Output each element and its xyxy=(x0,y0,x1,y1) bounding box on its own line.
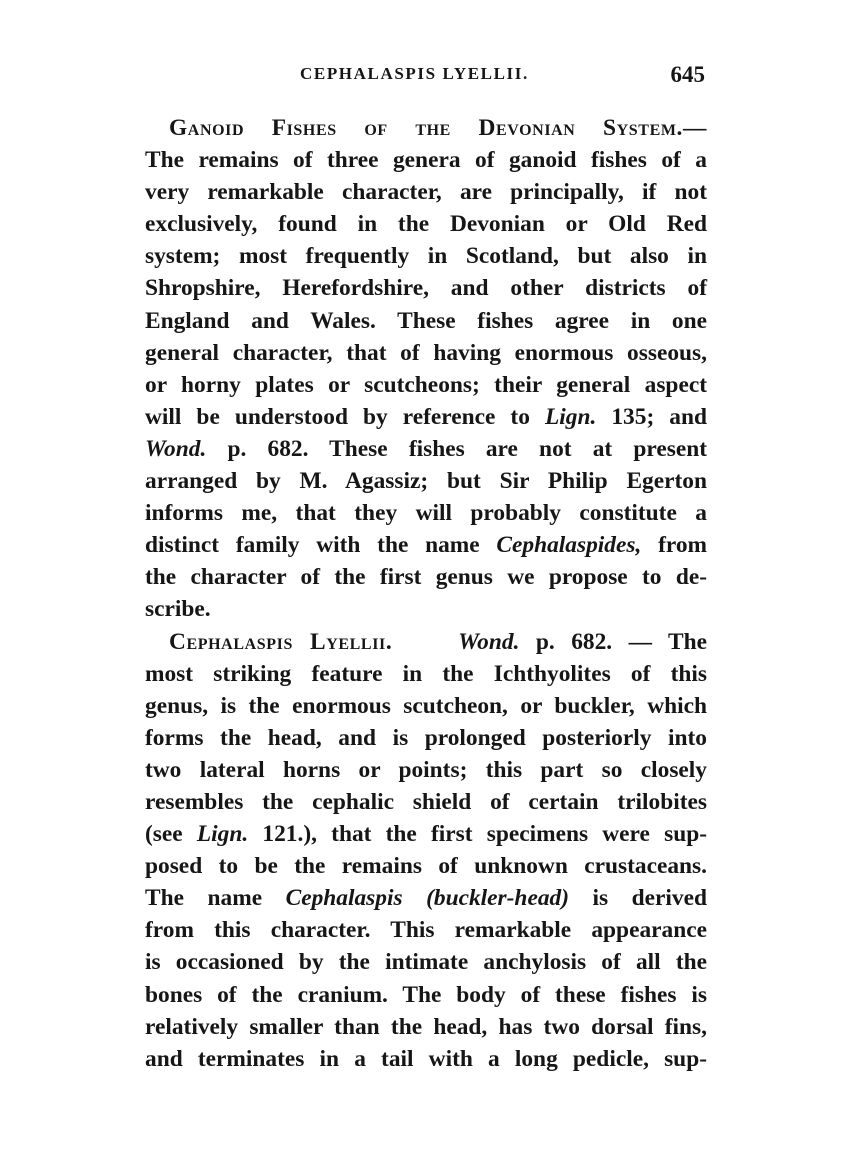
text-line: bones of the cranium. The body of these fishes is xyxy=(145,981,707,1008)
text-line: two lateral horns or points; this part so closely xyxy=(145,756,707,783)
text-line: scribe. xyxy=(145,596,211,623)
text-line: most striking feature in the Ichthyolites of this xyxy=(145,660,707,687)
text-line: exclusively, found in the Devonian or Old Red xyxy=(145,211,707,238)
text-line: Shropshire, Herefordshire, and other districts of xyxy=(145,275,707,302)
text-run: (see xyxy=(145,821,197,848)
text-line: England and Wales. These fishes agree in one xyxy=(145,307,707,334)
text-line xyxy=(145,433,707,465)
text-line xyxy=(145,626,707,658)
body-text xyxy=(145,112,707,1075)
text-line: or horny plates or scutcheons; their general aspect xyxy=(145,371,707,398)
text-run: 121.), that the first specimens were sup- xyxy=(248,821,708,848)
text-line: from this character. This remarkable appearance xyxy=(145,917,707,944)
text-line: relatively smaller than the head, has two dorsal fins, xyxy=(145,1013,707,1040)
text-line xyxy=(145,818,707,850)
book-reference: Wond. xyxy=(458,628,520,655)
name-gloss: (buckler-head) xyxy=(426,885,570,912)
text-line: forms the head, and is prolonged posteriorly into xyxy=(145,724,707,751)
text-run: The name xyxy=(145,885,286,912)
text-line: is occasioned by the intimate anchylosis of all the xyxy=(145,949,707,976)
text-line: resembles the cephalic shield of certain trilobites xyxy=(145,788,707,815)
text-line xyxy=(145,529,707,561)
book-page xyxy=(145,62,707,1075)
text-run: will be understood by reference to xyxy=(145,403,545,430)
text-line: very remarkable character, are principally, if not xyxy=(145,179,707,206)
text-line: informs me, that they will probably constitute a xyxy=(145,500,707,527)
text-line: genus, is the enormous scutcheon, or buckler, which xyxy=(145,692,707,719)
text-run: 135; and xyxy=(596,403,707,430)
text-run: p. 682. These fishes are not at present xyxy=(206,435,707,462)
page-number: 645 xyxy=(670,62,705,87)
book-reference: Wond. xyxy=(145,435,207,462)
text-run: distinct family with the name xyxy=(145,532,497,559)
text-run: is derived xyxy=(569,885,707,912)
text-line: arranged by M. Agassiz; but Sir Philip Egerton xyxy=(145,468,707,495)
text-line: posed to be the remains of unknown crustaceans. xyxy=(145,853,707,880)
taxon-name: Cephalaspides, xyxy=(496,532,642,559)
taxon-name: Cephalaspis xyxy=(285,885,403,912)
species-heading: Cephalaspis Lyellii. xyxy=(169,628,393,655)
text-line: the character of the first genus we propose to de- xyxy=(145,564,707,591)
text-line xyxy=(145,882,707,914)
plate-reference: Lign. xyxy=(544,403,597,430)
section-heading: Ganoid Fishes of the Devonian System.— xyxy=(169,115,707,141)
text-line: general character, that of having enormous osseous, xyxy=(145,339,707,366)
paragraph-cephalaspis-lyellii xyxy=(145,626,707,1075)
running-title: CEPHALASPIS LYELLII. xyxy=(300,64,529,83)
text-line xyxy=(145,401,707,433)
plate-reference: Lign. xyxy=(196,821,249,848)
running-header xyxy=(145,62,707,96)
paragraph-ganoid-fishes xyxy=(145,112,707,626)
text-line: The remains of three genera of ganoid fishes of a xyxy=(145,147,707,174)
text-run: p. 682. — The xyxy=(519,628,708,655)
text-run: from xyxy=(641,532,708,559)
text-line xyxy=(145,112,707,144)
text-line: and terminates in a tail with a long pedicle, sup- xyxy=(145,1045,707,1072)
text-line: system; most frequently in Scotland, but also in xyxy=(145,243,707,270)
